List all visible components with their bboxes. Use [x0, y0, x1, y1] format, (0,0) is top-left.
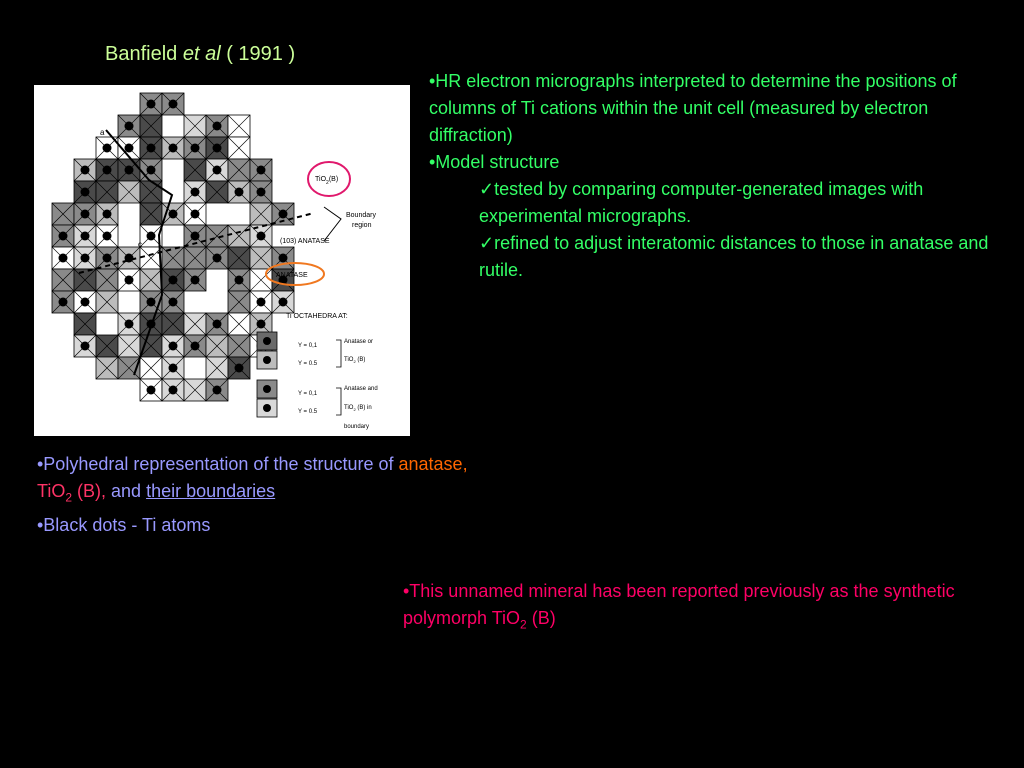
ti-atom-dot	[81, 342, 90, 351]
bullet-model-structure: •Model structure	[429, 152, 560, 172]
ti-atom-dot	[169, 100, 178, 109]
ti-atom-dot	[147, 166, 156, 175]
ti-atom-dot	[213, 386, 222, 395]
ti-atom-dot	[235, 188, 244, 197]
ti-atom-dot	[169, 298, 178, 307]
legend-y2: Y = 0.5	[298, 361, 318, 367]
ti-atom-dot	[213, 320, 222, 329]
ti-atom-dot	[191, 232, 200, 241]
ti-atom-dot	[103, 254, 112, 263]
anatase-label: ANATASE	[276, 272, 308, 279]
ti-atom-dot	[169, 386, 178, 395]
ti-atom-dot	[235, 276, 244, 285]
ti-atom-dot	[81, 254, 90, 263]
ti-atom-dot	[213, 122, 222, 131]
ti-atom-dot	[125, 166, 134, 175]
ti-atom-dot	[147, 232, 156, 241]
ti-atom-dot	[81, 166, 90, 175]
ti-atom-dot	[103, 210, 112, 219]
caption-line-1: •Polyhedral representation of the structure of anatase, TiO$_2$ (B), and their boundaries	[37, 454, 468, 505]
legend-ti-dot	[263, 337, 271, 345]
ti-atom-dot	[169, 210, 178, 219]
ti-atom-dot	[257, 320, 266, 329]
legend-ti-dot	[263, 404, 271, 412]
title-main: Banfield	[105, 43, 183, 65]
legend-y3: Y = 0,1	[298, 391, 318, 397]
ti-atom-dot	[213, 144, 222, 153]
figure-caption	[37, 451, 507, 539]
ti-atom-dot	[191, 342, 200, 351]
boundary-bracket	[324, 207, 341, 241]
ti-atom-dot	[191, 144, 200, 153]
legend-anatase-and: Anatase and	[344, 386, 378, 392]
ti-atom-dot	[191, 210, 200, 219]
ti-atom-dot	[191, 188, 200, 197]
mineral-note-text: •This unnamed mineral has been reported previously as the synthetic polymorph TiO$_2$ (B)	[403, 581, 955, 632]
ti-atom-dot	[81, 210, 90, 219]
legend-tio2b-2: TiO$_2$ (B) in	[344, 405, 372, 412]
legend-boundary: boundary	[344, 424, 370, 430]
legend-tio2b-1: TiO$_2$ (B)	[344, 357, 366, 364]
caption-boundaries-link: their boundaries	[146, 481, 276, 501]
legend-y1: Y = 0,1	[298, 343, 318, 349]
legend-blocks	[257, 332, 277, 417]
ti-atom-dot	[191, 276, 200, 285]
ti-atom-dot	[125, 144, 134, 153]
ti-atom-dot	[213, 254, 222, 263]
ti-atom-dot	[125, 320, 134, 329]
ti-atom-dot	[147, 298, 156, 307]
boundary-label-2: region	[352, 222, 372, 229]
caption-line-2: •Black dots - Ti atoms	[37, 514, 211, 535]
ti-atom-dot	[81, 188, 90, 197]
axis-c-label: c	[138, 240, 142, 249]
caption-anatase: anatase	[398, 454, 463, 474]
ti-atom-dot	[257, 232, 266, 241]
octahedra-title: Ti OCTAHEDRA AT:	[286, 313, 348, 320]
ti-atom-dot	[147, 386, 156, 395]
caption-tio2: TiO	[37, 481, 66, 501]
structure-figure	[34, 85, 410, 436]
ti-atom-dot	[125, 122, 134, 131]
ti-atom-dot	[169, 364, 178, 373]
subbullet-refined: ✓refined to adjust interatomic distances to those in anatase and rutile.	[479, 233, 989, 280]
ti-atom-dot	[147, 100, 156, 109]
ti-atom-dot	[213, 166, 222, 175]
anatase-103-label: (103) ANATASE	[280, 238, 330, 245]
title-year: ( 1991 )	[220, 43, 296, 65]
legend-ti-dot	[263, 385, 271, 393]
axis-a-label: a	[100, 128, 105, 137]
ti-atom-dot	[279, 254, 288, 263]
ti-atom-dot	[125, 276, 134, 285]
ti-atom-dot	[257, 188, 266, 197]
tio2b-label: TiO$_2$(B)	[315, 176, 339, 186]
ti-atom-dot	[235, 364, 244, 373]
ti-atom-dot	[257, 298, 266, 307]
ti-atom-dot	[103, 144, 112, 153]
legend-ti-dot	[263, 356, 271, 364]
right-bullets	[429, 68, 989, 284]
ti-atom-dot	[81, 232, 90, 241]
ti-atom-dot	[279, 298, 288, 307]
ti-atom-dot	[81, 298, 90, 307]
bullet-hr-micrographs: •HR electron micrographs interpreted to determine the positions of columns of Ti cations within the unit cell (measured by electron diffraction)	[429, 71, 957, 145]
ti-atom-dot	[169, 144, 178, 153]
boundary-label-1: Boundary	[346, 212, 376, 219]
polyhedral-diagram	[34, 85, 410, 436]
ti-atom-dot	[59, 254, 68, 263]
ti-atom-dot	[103, 166, 112, 175]
ti-atom-dot	[279, 210, 288, 219]
mineral-note	[403, 578, 963, 639]
legend-y4: Y = 0.5	[298, 409, 318, 415]
legend-anatase-or: Anatase or	[344, 339, 374, 345]
title-italic: et al	[182, 43, 221, 65]
ti-atom-dot	[169, 342, 178, 351]
ti-atom-dot	[147, 144, 156, 153]
slide-title	[105, 43, 295, 66]
ti-atom-dot	[103, 232, 112, 241]
ti-atom-dot	[257, 166, 266, 175]
ti-atom-dot	[169, 276, 178, 285]
subbullet-tested: ✓tested by comparing computer-generated images with experimental micrographs.	[479, 179, 924, 226]
ti-atom-dot	[59, 298, 68, 307]
ti-atom-dot	[59, 232, 68, 241]
